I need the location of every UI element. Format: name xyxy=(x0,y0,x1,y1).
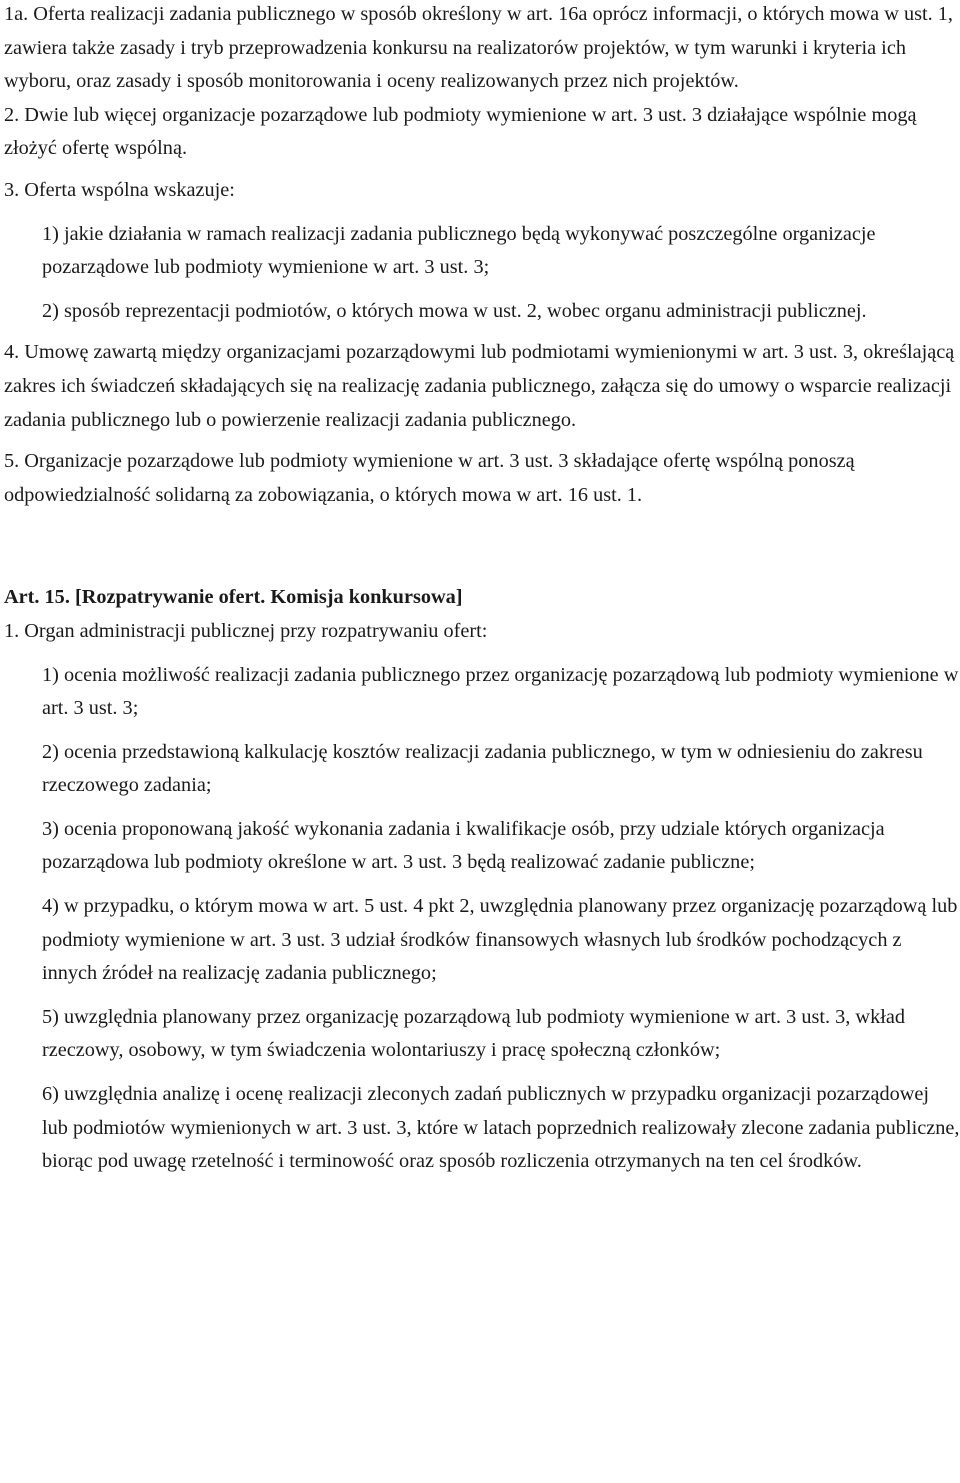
article-15-item-5: 5) uwzględnia planowany przez organizację pozarządową lub podmioty wymienione w art. 3 ust. 3, wkład rzeczowy, osobowy, w tym świadczenia wolontariuszy i pracę społeczną członków; xyxy=(42,1005,905,1062)
article-15-item-4: 4) w przypadku, o którym mowa w art. 5 ust. 4 pkt 2, uwzględnia planowany przez organizację pozarządową lub podmioty wymienione w art. 3 ust. 3 udział środków finansowych własnych lub środków pochodzących z innych źródeł na realizację zadania publicznego; xyxy=(42,895,958,985)
paragraph-4: 4. Umowę zawartą między organizacjami pozarządowymi lub podmiotami wymienionymi w art. 3 ust. 3, określającą zakres ich świadczeń składających się na realizację zadania publicznego, załącza się do umowy o wsparcie realizacji zadania publicznego lub o powierzenie realizacji zadania publicznego. xyxy=(4,341,955,431)
article-15-item-6: 6) uwzględnia analizę i ocenę realizacji zleconych zadań publicznych w przypadku organizacji pozarządowej lub podmiotów wymienionych w art. 3 ust. 3, które w latach poprzednich realizowały zlecone zadania publiczne, biorąc pod uwagę rzetelność i terminowość oraz sposób rozliczenia otrzymanych na ten cel środków. xyxy=(42,1083,960,1173)
paragraph-3: 3. Oferta wspólna wskazuje: xyxy=(4,178,235,201)
document-page xyxy=(4,0,960,1179)
paragraph-3-item-1: 1) jakie działania w ramach realizacji zadania publicznego będą wykonywać poszczególne organizacje pozarządowe lub podmioty wymienione w art. 3 ust. 3; xyxy=(42,222,876,279)
paragraph-1a: 1a. Oferta realizacji zadania publicznego w sposób określony w art. 16a oprócz informacji, o których mowa w ust. 1, zawiera także zasady i tryb przeprowadzenia konkursu na realizatorów projektów, w tym warunki i kryteria ich wyboru, oraz zasady i sposób monitorowania i oceny realizowanych przez nich projektów. xyxy=(4,3,953,93)
article-15-item-1: 1) ocenia możliwość realizacji zadania publicznego przez organizację pozarządową lub podmioty wymienione w art. 3 ust. 3; xyxy=(42,663,959,720)
paragraph-2: 2. Dwie lub więcej organizacje pozarządowe lub podmioty wymienione w art. 3 ust. 3 działające wspólnie mogą złożyć ofertę wspólną. xyxy=(4,103,917,160)
article-15-paragraph-1: 1. Organ administracji publicznej przy rozpatrywaniu ofert: xyxy=(4,619,488,642)
article-15-item-3: 3) ocenia proponowaną jakość wykonania zadania i kwalifikacje osób, przy udziale których organizacja pozarządowa lub podmioty określone w art. 3 ust. 3 będą realizować zadanie publiczne; xyxy=(42,817,885,874)
article-15-heading: Art. 15. [Rozpatrywanie ofert. Komisja konkursowa] xyxy=(4,586,463,609)
article-15-item-2: 2) ocenia przedstawioną kalkulację kosztów realizacji zadania publicznego, w tym w odniesieniu do zakresu rzeczowego zadania; xyxy=(42,740,923,797)
paragraph-5: 5. Organizacje pozarządowe lub podmioty wymienione w art. 3 ust. 3 składające ofertę wspólną ponoszą odpowiedzialność solidarną za zobowiązania, o których mowa w art. 16 ust. 1. xyxy=(4,450,855,506)
paragraph-3-item-2: 2) sposób reprezentacji podmiotów, o których mowa w ust. 2, wobec organu administracji publicznej. xyxy=(42,299,867,322)
